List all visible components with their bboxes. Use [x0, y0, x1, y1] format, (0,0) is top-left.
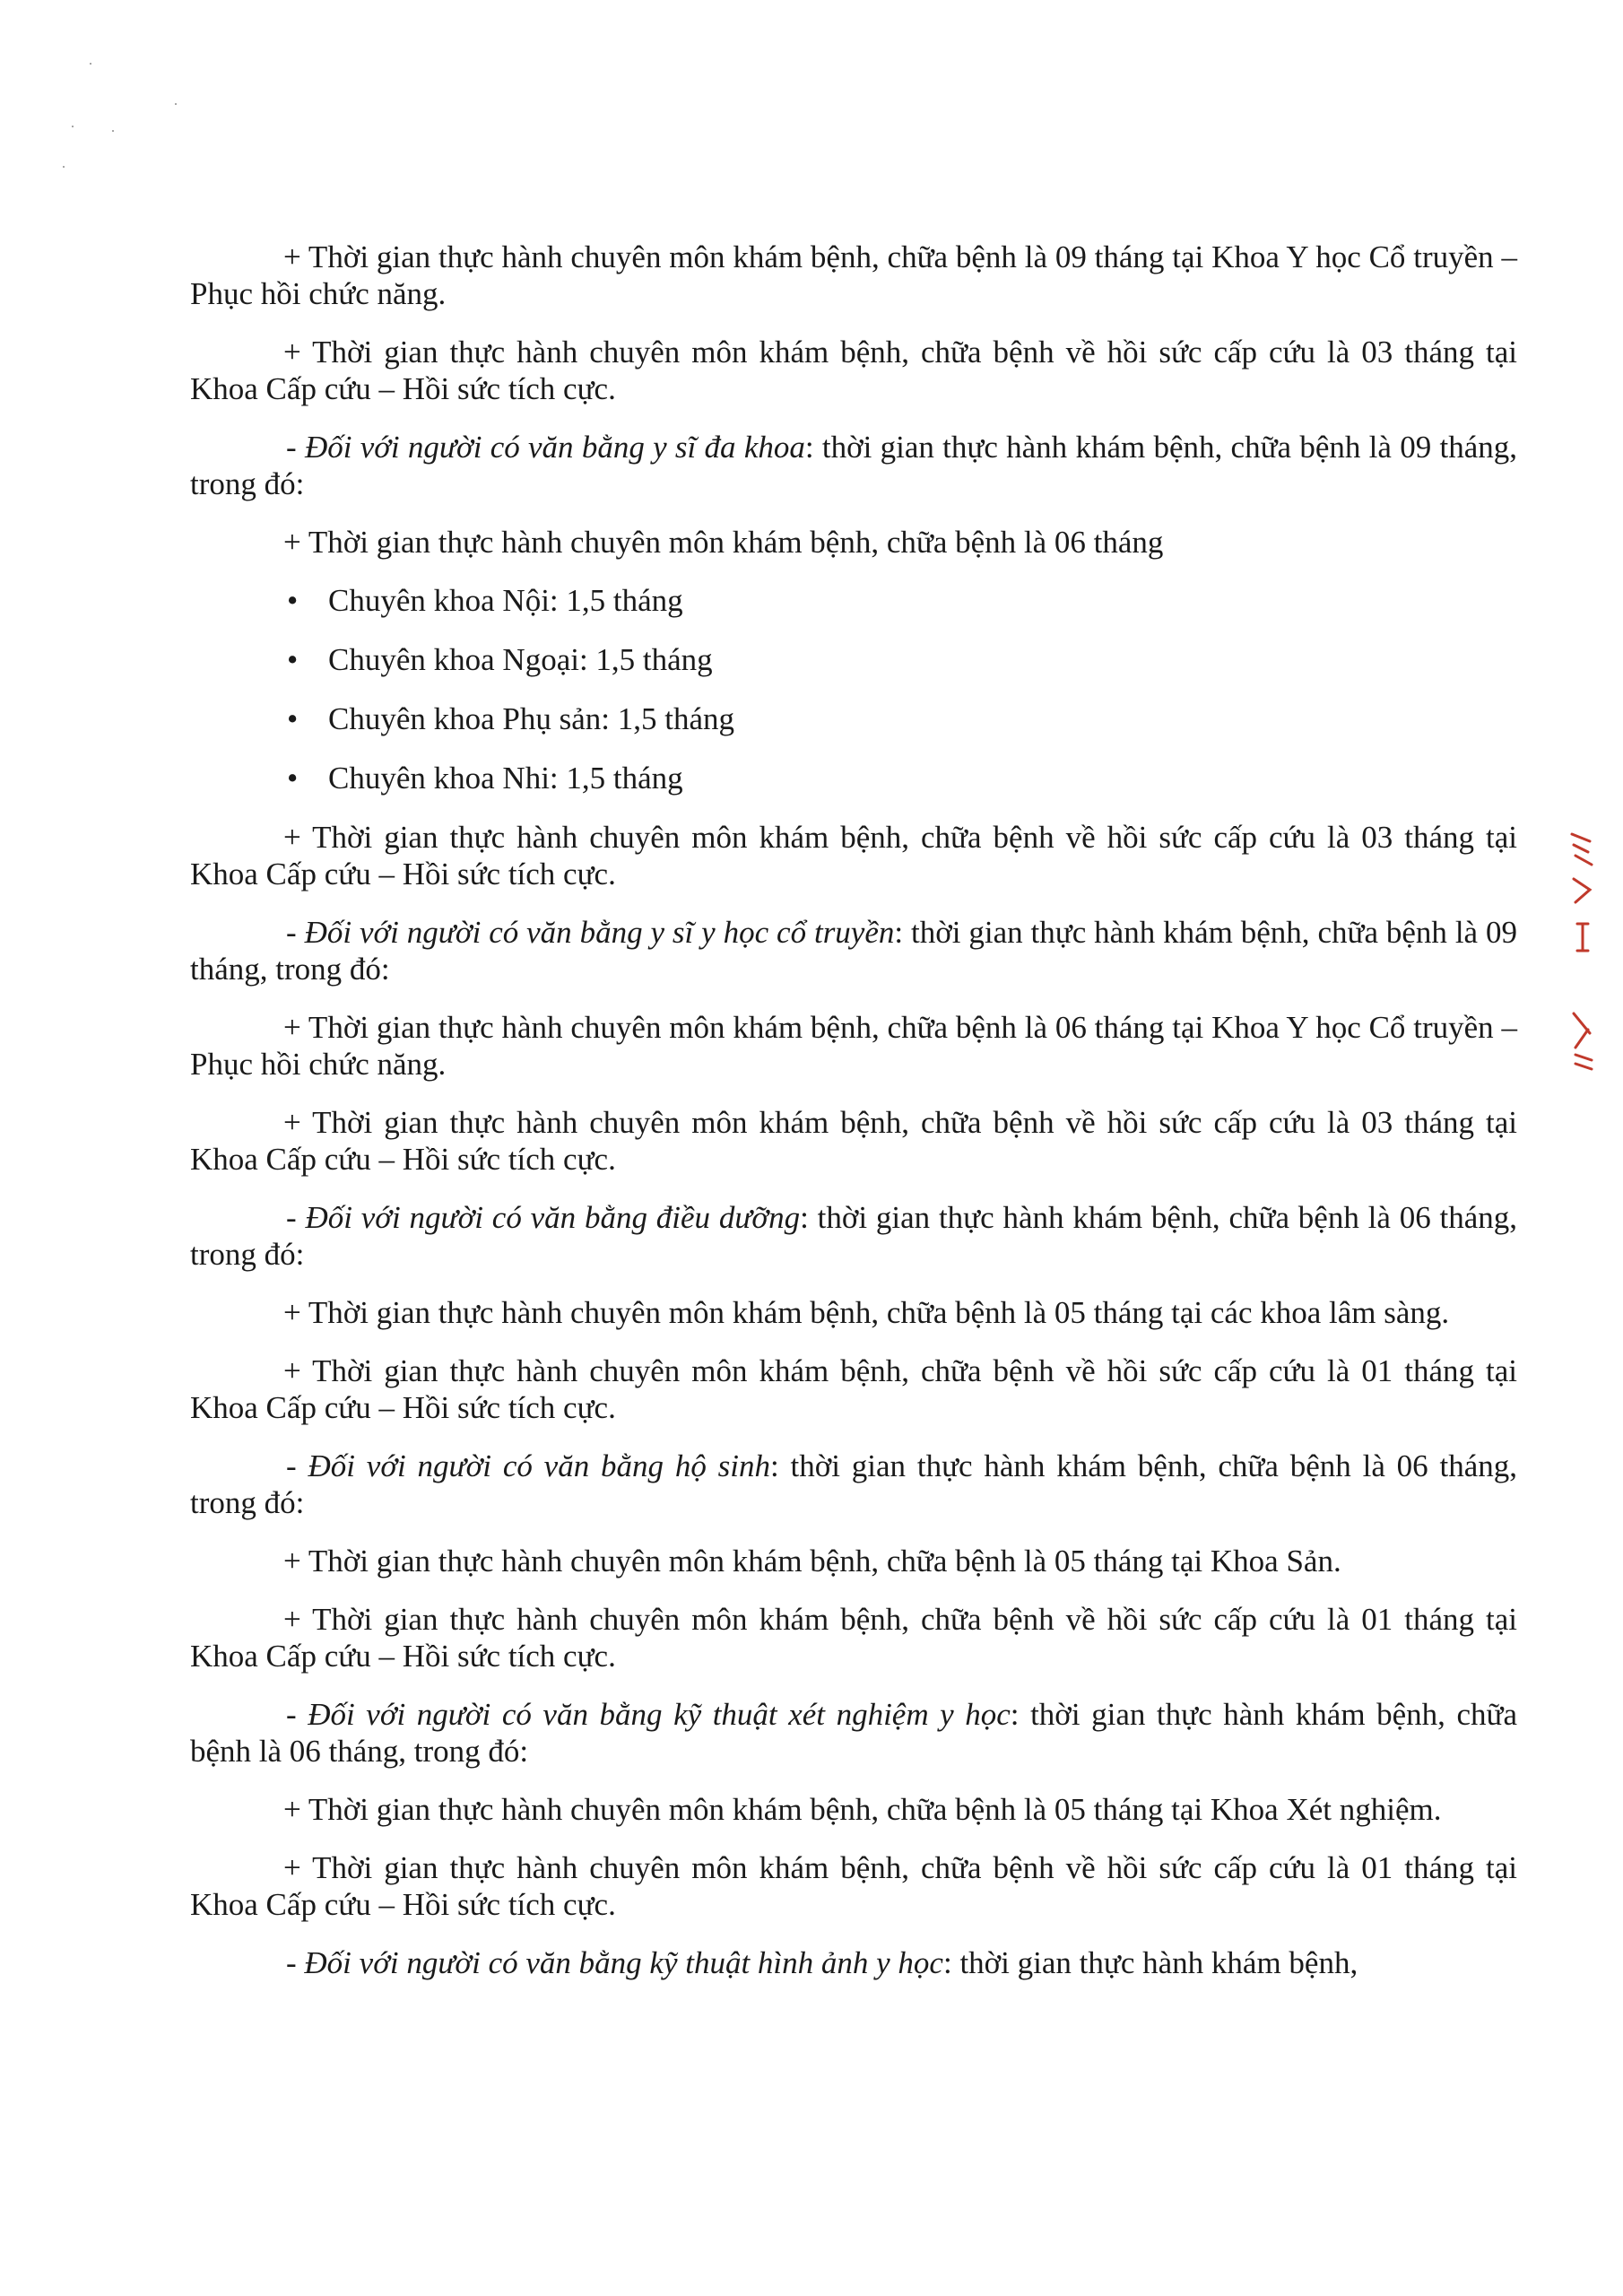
plus-paragraph: + Thời gian thực hành chuyên môn khám bệnh, chữa bệnh là 05 tháng tại Khoa Xét nghiệm.	[283, 1792, 1442, 1827]
bullet-text: Chuyên khoa Nhi: 1,5 tháng	[328, 761, 683, 796]
section-lead-paragraph	[190, 1696, 1517, 1770]
lead-dash: -	[286, 1697, 308, 1732]
document-body	[190, 239, 1517, 2003]
plus-paragraph: + Thời gian thực hành chuyên môn khám bệnh, chữa bệnh về hồi sức cấp cứu là 03 tháng tại Khoa Cấp cứu – Hồi sức tích cực.	[190, 1105, 1517, 1177]
plus-paragraph: + Thời gian thực hành chuyên môn khám bệnh, chữa bệnh về hồi sức cấp cứu là 03 tháng tại Khoa Cấp cứu – Hồi sức tích cực.	[190, 820, 1517, 891]
bullet-text: Chuyên khoa Ngoại: 1,5 tháng	[328, 642, 713, 677]
lead-dash: -	[286, 1448, 308, 1483]
section-lead-paragraph	[190, 914, 1517, 987]
lead-dash: -	[286, 1200, 306, 1235]
scan-speck	[63, 166, 65, 168]
lead-italic-title: Đối với người có văn bằng hộ sinh	[308, 1448, 770, 1483]
lead-italic-title: Đối với người có văn bằng y sĩ đa khoa	[304, 430, 805, 465]
lead-dash: -	[286, 430, 305, 465]
bullet-glyph: •	[287, 761, 299, 796]
lead-rest-text: : thời gian thực hành khám bệnh, chữa bệnh là 06 tháng, trong đó:	[190, 1448, 1517, 1520]
lead-rest-text: : thời gian thực hành khám bệnh, chữa bệnh là 09 tháng, trong đó:	[190, 915, 1517, 987]
lead-italic-title: Đối với người có văn bằng kỹ thuật hình ảnh y học	[304, 1945, 943, 1980]
lead-rest-text: : thời gian thực hành khám bệnh, chữa bệnh là 06 tháng, trong đó:	[190, 1697, 1517, 1769]
bullet-item	[190, 641, 1517, 678]
section-lead-paragraph	[190, 1199, 1517, 1273]
lead-italic-title: Đối với người có văn bằng y sĩ y học cổ truyền	[304, 915, 895, 950]
scan-speck	[175, 103, 177, 105]
lead-italic-title: Đối với người có văn bằng kỹ thuật xét nghiệm y học	[308, 1697, 1011, 1732]
section-lead-paragraph	[190, 1944, 1517, 1981]
lead-dash: -	[286, 1945, 305, 1980]
bullet-glyph: •	[287, 583, 299, 618]
plus-paragraph: + Thời gian thực hành chuyên môn khám bệnh, chữa bệnh là 05 tháng tại Khoa Sản.	[283, 1544, 1341, 1578]
bullet-text: Chuyên khoa Phụ sản: 1,5 tháng	[328, 701, 735, 736]
bullet-text: Chuyên khoa Nội: 1,5 tháng	[328, 583, 683, 618]
section-lead-paragraph	[190, 1448, 1517, 1521]
bullet-item	[190, 760, 1517, 796]
section-lead-paragraph	[190, 429, 1517, 502]
plus-paragraph: + Thời gian thực hành chuyên môn khám bệnh, chữa bệnh là 06 tháng tại Khoa Y học Cổ truyền – Phục hồi chức năng.	[190, 1010, 1517, 1082]
margin-handwritten-mark	[1565, 825, 1601, 1094]
lead-italic-title: Đối với người có văn bằng điều dưỡng	[305, 1200, 801, 1235]
plus-paragraph: + Thời gian thực hành chuyên môn khám bệnh, chữa bệnh là 06 tháng	[283, 525, 1164, 560]
bullet-item	[190, 582, 1517, 619]
scan-speck	[90, 63, 91, 65]
lead-rest-text: : thời gian thực hành khám bệnh, chữa bệnh là 06 tháng, trong đó:	[190, 1200, 1518, 1272]
bullet-glyph: •	[287, 642, 299, 677]
plus-paragraph: + Thời gian thực hành chuyên môn khám bệnh, chữa bệnh là 05 tháng tại các khoa lâm sàng.	[283, 1295, 1450, 1330]
plus-paragraph: + Thời gian thực hành chuyên môn khám bệnh, chữa bệnh là 09 tháng tại Khoa Y học Cổ truyền – Phục hồi chức năng.	[190, 239, 1517, 311]
scan-speck	[112, 130, 114, 132]
plus-paragraph: + Thời gian thực hành chuyên môn khám bệnh, chữa bệnh về hồi sức cấp cứu là 01 tháng tại Khoa Cấp cứu – Hồi sức tích cực.	[190, 1850, 1517, 1922]
bullet-glyph: •	[287, 701, 299, 736]
plus-paragraph: + Thời gian thực hành chuyên môn khám bệnh, chữa bệnh về hồi sức cấp cứu là 01 tháng tại Khoa Cấp cứu – Hồi sức tích cực.	[190, 1602, 1517, 1674]
bullet-item	[190, 700, 1517, 737]
lead-rest-text: : thời gian thực hành khám bệnh, chữa bệnh là 09 tháng, trong đó:	[190, 430, 1517, 501]
plus-paragraph: + Thời gian thực hành chuyên môn khám bệnh, chữa bệnh về hồi sức cấp cứu là 03 tháng tại Khoa Cấp cứu – Hồi sức tích cực.	[190, 335, 1517, 406]
scan-speck	[72, 126, 74, 127]
lead-rest-text: : thời gian thực hành khám bệnh,	[942, 1945, 1358, 1980]
plus-paragraph: + Thời gian thực hành chuyên môn khám bệnh, chữa bệnh về hồi sức cấp cứu là 01 tháng tại Khoa Cấp cứu – Hồi sức tích cực.	[190, 1353, 1517, 1425]
lead-dash: -	[286, 915, 305, 950]
